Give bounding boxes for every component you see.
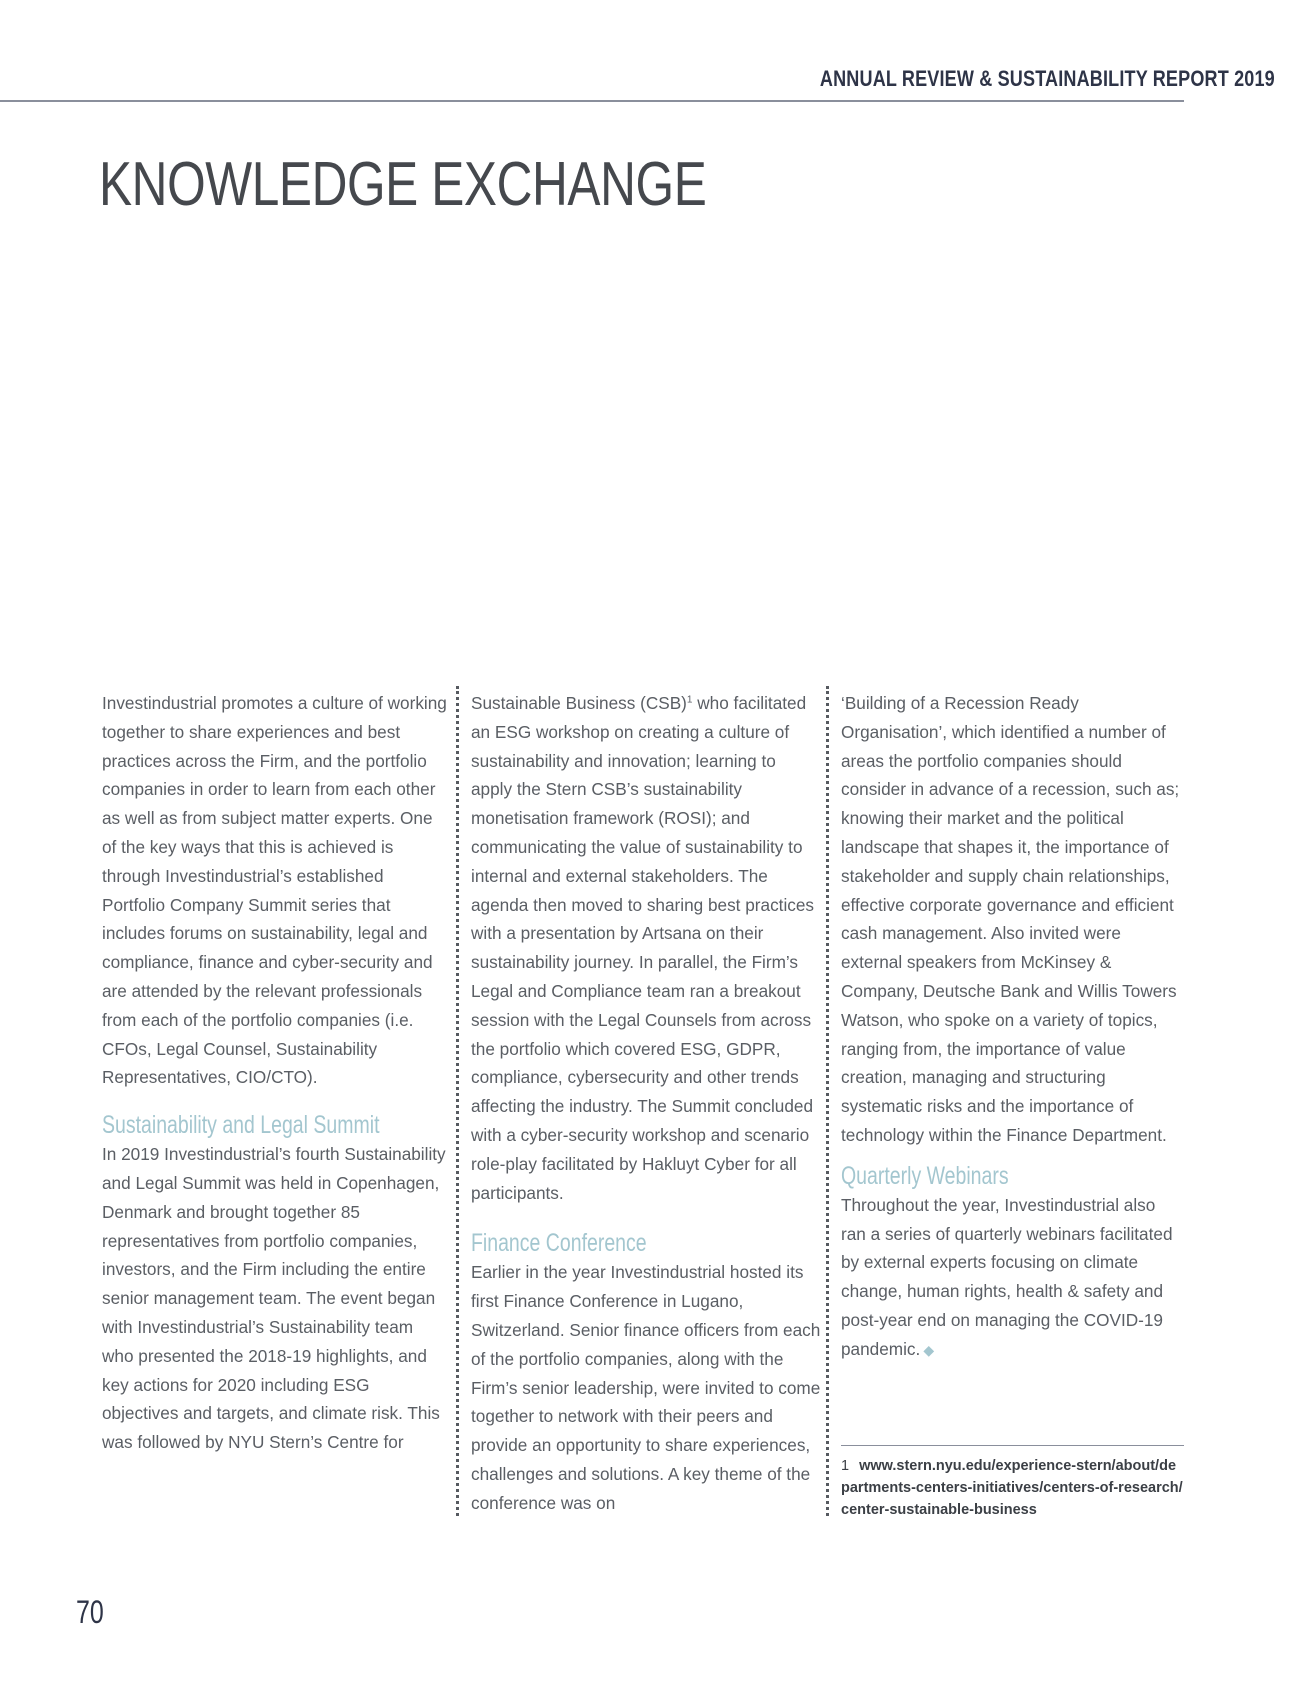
column-divider-1: [456, 686, 459, 1516]
finance-paragraph: Earlier in the year Investindustrial hosted its first Finance Conference in Lugano, Switzerland. Senior finance officers from each of the portfolio companies, along with the Firm’s senior leadership, were invited to come together to network with their peers and provide an opportunity to share experiences, challenges and solutions. A key theme of the conference was on: [471, 1262, 821, 1513]
header-rule: [0, 100, 1184, 102]
footnote-number: 1: [841, 1458, 850, 1474]
diamond-icon: ◆: [923, 1341, 935, 1358]
webinars-paragraph: [841, 1191, 1184, 1365]
summit-paragraph: In 2019 Investindustrial’s fourth Sustainability and Legal Summit was held in Copenhagen, Denmark and brought together 85 representatives from portfolio companies, investors, and the Firm including the entire senior management team. The event began with Investindustrial’s Sustainability team who presented the 2018-19 highlights, and key actions for 2020 including ESG objectives and targets, and climate risk. This was followed by NYU Stern’s Centre for: [102, 1144, 446, 1453]
footnote-reference[interactable]: 1: [686, 694, 693, 706]
column-1: [102, 689, 447, 1457]
page-number: 70: [76, 1594, 104, 1630]
page-title: KNOWLEDGE EXCHANGE: [99, 150, 707, 219]
footnote: [841, 1455, 1184, 1521]
summit-continued-paragraph: [471, 689, 821, 1207]
section-heading-webinars: Quarterly Webinars: [841, 1161, 1009, 1190]
column-3: [841, 689, 1184, 1365]
footnote-rule: [841, 1445, 1184, 1446]
finance-continued-paragraph: ‘Building of a Recession Ready Organisation’, which identified a number of areas the portfolio companies should consider in advance of a recession, such as; knowing their market and the political landscape that shapes it, the importance of stakeholder and supply chain relationships, effective corporate governance and efficient cash management. Also invited were external speakers from McKinsey & Company, Deutsche Bank and Willis Towers Watson, who spoke on a variety of topics, ranging from, the importance of value creation, managing and structuring systematic risks and the importance of technology within the Finance Department.: [841, 693, 1180, 1145]
column-divider-2: [826, 686, 829, 1516]
section-heading-finance: Finance Conference: [471, 1229, 647, 1258]
footnote-link[interactable]: www.stern.nyu.edu/experience-stern/about/departments-centers-initiatives/centers-of-research/center-sustainable-business: [841, 1458, 1183, 1518]
summit-continued-text-b: who facilitated an ESG workshop on creating a culture of sustainability and innovation; learning to apply the Stern CSB’s sustainability monetisation framework (ROSI); and communicating the value of sustainability to internal and external stakeholders. The agenda then moved to sharing best practices with a presentation by Artsana on their sustainability journey. In parallel, the Firm’s Legal and Compliance team ran a breakout session with the Legal Counsels from across the portfolio which covered ESG, GDPR, compliance, cybersecurity and other trends affecting the industry. The Summit concluded with a cyber-security workshop and scenario role-play facilitated by Hakluyt Cyber for all participants.: [471, 693, 815, 1203]
report-title: ANNUAL REVIEW & SUSTAINABILITY REPORT 2019: [819, 66, 1275, 91]
webinars-text: Throughout the year, Investindustrial also ran a series of quarterly webinars facilitated by external experts focusing on climate change, human rights, health & safety and post-year end on managing the COVID-19 pandemic.: [841, 1194, 1173, 1359]
section-heading-summit: Sustainability and Legal Summit: [102, 1111, 380, 1140]
intro-paragraph: Investindustrial promotes a culture of working together to share experiences and best practices across the Firm, and the portfolio companies in order to learn from each other as well as from subject matter experts. One of the key ways that this is achieved is through Investindustrial’s established Portfolio Company Summit series that includes forums on sustainability, legal and compliance, finance and cyber-security and are attended by the relevant professionals from each of the portfolio companies (i.e. CFOs, Legal Counsel, Sustainability Representatives, CIO/CTO).: [102, 693, 447, 1088]
column-2: [471, 689, 821, 1518]
summit-continued-text-a: Sustainable Business (CSB): [471, 693, 687, 713]
